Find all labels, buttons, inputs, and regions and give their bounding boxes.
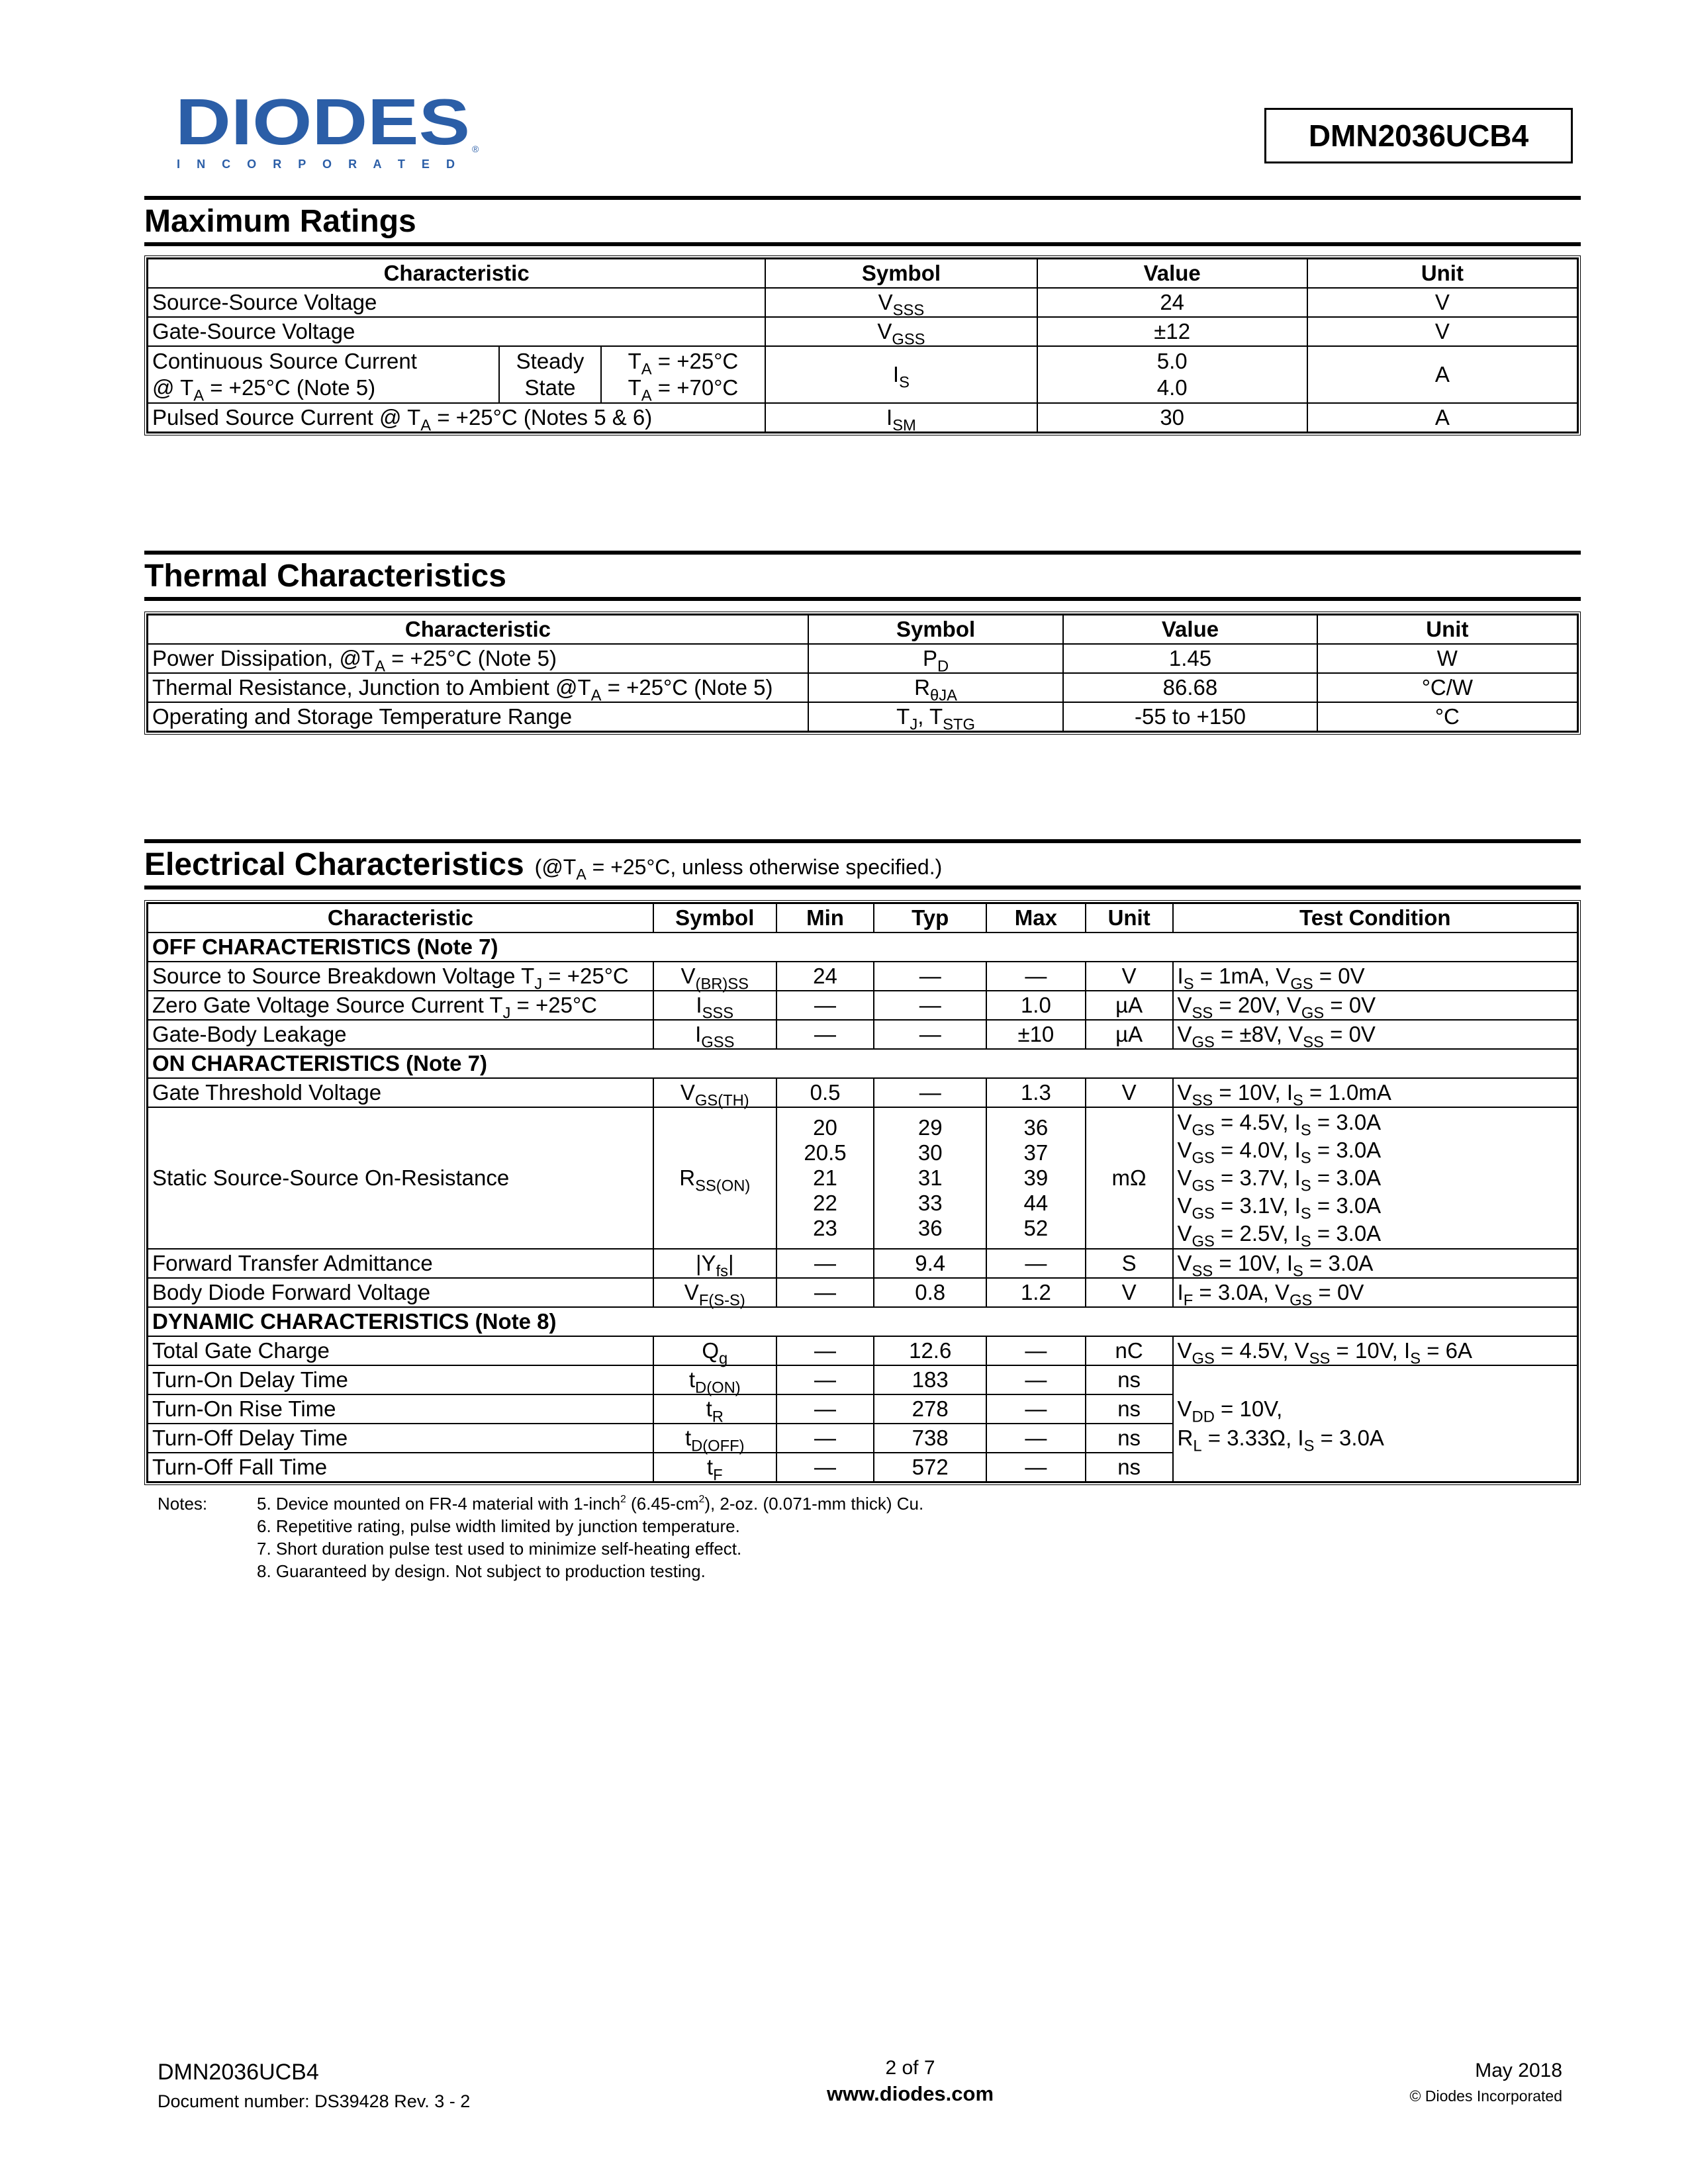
table-row bbox=[148, 403, 1577, 432]
cell-test-condition: $V_{GS} = 4.5V$, $I_S = 3.0A$ $V_{GS} = 4.0V$, $I_S = 3.0A$ $V_{GS} = 3.7V$, $I_S = 3.0A$ $V_{GS} = 3.1V$, $I_S = 3.0A$ $V_{GS} = 2.5V$, $I_S = 3.0A$ bbox=[1173, 1107, 1577, 1249]
cell-unit: V bbox=[1086, 1078, 1173, 1107]
cell-symbol: $V_{F(S-S)}$ bbox=[653, 1278, 776, 1307]
section-row bbox=[148, 933, 1577, 962]
cell-symbol: $V_{GS(TH)}$ bbox=[653, 1078, 776, 1107]
cell-test-condition: $V_{GS} = 4.5V$, $V_{SS} = 10V$, $I_S = 6A$ bbox=[1173, 1336, 1577, 1365]
cell-max: — bbox=[986, 1249, 1086, 1278]
cell-max: — bbox=[986, 962, 1086, 991]
cell-unit: nC bbox=[1086, 1336, 1173, 1365]
cell-max: — bbox=[986, 1424, 1086, 1453]
cell-test-condition: $I_F = 3.0A$, $V_{GS} = 0V$ bbox=[1173, 1278, 1577, 1307]
cell-typ: 738 bbox=[874, 1424, 986, 1453]
table-row bbox=[148, 1278, 1577, 1307]
col-header: Test Condition bbox=[1173, 903, 1577, 933]
cell-min: — bbox=[776, 1424, 874, 1453]
cell-unit: A bbox=[1307, 346, 1577, 403]
cell-characteristic: Turn-On Rise Time bbox=[148, 1394, 653, 1424]
section-row bbox=[148, 1049, 1577, 1078]
section-label: DYNAMIC CHARACTERISTICS (Note 8) bbox=[148, 1307, 1577, 1336]
cell-symbol: $V_{SSS}$ bbox=[765, 288, 1037, 317]
col-header: Unit bbox=[1086, 903, 1173, 933]
cell-symbol: $P_D$ bbox=[808, 644, 1063, 673]
cell-unit: mΩ bbox=[1086, 1107, 1173, 1249]
cell-typ: 572 bbox=[874, 1453, 986, 1482]
cell-characteristic: Body Diode Forward Voltage bbox=[148, 1278, 653, 1307]
table-row bbox=[148, 1020, 1577, 1049]
cell-characteristic: Turn-On Delay Time bbox=[148, 1365, 653, 1394]
max-ratings-title bbox=[144, 196, 1581, 246]
cell-symbol: $R_{\theta JA}$ bbox=[808, 673, 1063, 702]
cell-symbol: $t_F$ bbox=[653, 1453, 776, 1482]
cell-max: 1.3 bbox=[986, 1078, 1086, 1107]
cell-unit: ns bbox=[1086, 1394, 1173, 1424]
cell-min: 20 20.5 21 22 23 bbox=[776, 1107, 874, 1249]
cell-characteristic: Continuous Source Current @ $T_A = +25^\circ C$ (Note 5) bbox=[148, 346, 499, 403]
table-row bbox=[148, 702, 1577, 731]
cell-min: — bbox=[776, 1020, 874, 1049]
cell-symbol: $I_{GSS}$ bbox=[653, 1020, 776, 1049]
table-row bbox=[148, 673, 1577, 702]
cell-min: — bbox=[776, 1394, 874, 1424]
cell-typ: — bbox=[874, 962, 986, 991]
cell-symbol: $R_{SS(ON)}$ bbox=[653, 1107, 776, 1249]
col-header: Characteristic bbox=[148, 259, 765, 288]
max-ratings-title-text: Maximum Ratings bbox=[144, 203, 416, 239]
cell-value: 24 bbox=[1037, 288, 1307, 317]
cell-value: ±12 bbox=[1037, 317, 1307, 346]
cell-value: 30 bbox=[1037, 403, 1307, 432]
table-header-row bbox=[148, 259, 1577, 288]
electrical-title-text: Electrical Characteristics bbox=[144, 846, 524, 882]
cell-characteristic: Thermal Resistance, Junction to Ambient $@T_A = +25^\circ C$ (Note 5) bbox=[148, 673, 808, 702]
table-row bbox=[148, 288, 1577, 317]
cell-max: — bbox=[986, 1453, 1086, 1482]
cell-test-condition: $V_{SS} = 10V$, $I_S = 1.0mA$ bbox=[1173, 1078, 1577, 1107]
cell-condition: $T_A = +25^\circ C$ $T_A = +70^\circ C$ bbox=[601, 346, 766, 403]
table-header-row bbox=[148, 615, 1577, 644]
footer-copyright: © Diodes Incorporated bbox=[1409, 2087, 1562, 2105]
cell-unit: V bbox=[1086, 1278, 1173, 1307]
section-label: ON CHARACTERISTICS (Note 7) bbox=[148, 1049, 1577, 1078]
note-8: 8. Guaranteed by design. Not subject to production testing. bbox=[257, 1561, 706, 1581]
cell-test-condition: $V_{GS} = \pm 8V$, $V_{SS} = 0V$ bbox=[1173, 1020, 1577, 1049]
section-label: OFF CHARACTERISTICS (Note 7) bbox=[148, 933, 1577, 962]
cell-unit: ns bbox=[1086, 1365, 1173, 1394]
cell-symbol: $I_{SSS}$ bbox=[653, 991, 776, 1020]
cell-value: 5.0 4.0 bbox=[1037, 346, 1307, 403]
col-header: Typ bbox=[874, 903, 986, 933]
cell-min: — bbox=[776, 1336, 874, 1365]
note-7: 7. Short duration pulse test used to minimize self-heating effect. bbox=[257, 1539, 742, 1559]
cell-unit: V bbox=[1307, 317, 1577, 346]
part-number-box bbox=[1264, 108, 1573, 163]
cell-min: — bbox=[776, 991, 874, 1020]
electrical-table bbox=[147, 903, 1578, 1482]
part-number: DMN2036UCB4 bbox=[1308, 118, 1529, 153]
table-row bbox=[148, 962, 1577, 991]
col-header: Value bbox=[1063, 615, 1317, 644]
col-header: Characteristic bbox=[148, 615, 808, 644]
cell-characteristic: Gate Threshold Voltage bbox=[148, 1078, 653, 1107]
electrical-title bbox=[144, 839, 1581, 889]
cell-test-condition: $V_{SS} = 20V$, $V_{GS} = 0V$ bbox=[1173, 991, 1577, 1020]
section-row bbox=[148, 1307, 1577, 1336]
cell-characteristic: Total Gate Charge bbox=[148, 1336, 653, 1365]
cell-symbol: $t_R$ bbox=[653, 1394, 776, 1424]
cell-symbol: $t_{D(OFF)}$ bbox=[653, 1424, 776, 1453]
cell-unit: W bbox=[1317, 644, 1577, 673]
cell-max: — bbox=[986, 1365, 1086, 1394]
cell-characteristic: Zero Gate Voltage Source Current $T_J = +25^\circ C$ bbox=[148, 991, 653, 1020]
cell-characteristic: Static Source-Source On-Resistance bbox=[148, 1107, 653, 1249]
cell-characteristic: Gate-Source Voltage bbox=[148, 317, 765, 346]
cell-typ: 29 30 31 33 36 bbox=[874, 1107, 986, 1249]
col-header: Unit bbox=[1307, 259, 1577, 288]
footer-url[interactable]: www.diodes.com bbox=[826, 2082, 994, 2105]
cell-unit: V bbox=[1086, 962, 1173, 991]
cell-characteristic: Turn-Off Fall Time bbox=[148, 1453, 653, 1482]
cell-symbol: $T_J$, $T_{STG}$ bbox=[808, 702, 1063, 731]
table-row bbox=[148, 1336, 1577, 1365]
cell-characteristic: Turn-Off Delay Time bbox=[148, 1424, 653, 1453]
cell-max: ±10 bbox=[986, 1020, 1086, 1049]
cell-characteristic: Forward Transfer Admittance bbox=[148, 1249, 653, 1278]
cell-typ: 183 bbox=[874, 1365, 986, 1394]
cell-test-condition: $V_{SS} = 10V$, $I_S = 3.0A$ bbox=[1173, 1249, 1577, 1278]
table-header-row bbox=[148, 903, 1577, 933]
max-ratings-table bbox=[147, 258, 1578, 433]
cell-unit: ns bbox=[1086, 1453, 1173, 1482]
cell-characteristic: Source-Source Voltage bbox=[148, 288, 765, 317]
cell-characteristic: Pulsed Source Current @ $T_A = +25^\circ C$ (Notes 5 & 6) bbox=[148, 403, 765, 432]
cell-symbol: $I_S$ bbox=[765, 346, 1037, 403]
cell-max: 36 37 39 44 52 bbox=[986, 1107, 1086, 1249]
diodes-logo bbox=[175, 91, 480, 171]
table-row bbox=[148, 1078, 1577, 1107]
col-header: Max bbox=[986, 903, 1086, 933]
table-row bbox=[148, 317, 1577, 346]
cell-characteristic: Source to Source Breakdown Voltage $T_J = +25^\circ C$ bbox=[148, 962, 653, 991]
registered-mark: ® bbox=[472, 144, 479, 154]
cell-characteristic: Power Dissipation, $@T_A = +25^\circ C$ (Note 5) bbox=[148, 644, 808, 673]
cell-min: — bbox=[776, 1453, 874, 1482]
cell-value: -55 to +150 bbox=[1063, 702, 1317, 731]
cell-min: 24 bbox=[776, 962, 874, 991]
notes-list bbox=[257, 1492, 923, 1582]
col-header: Characteristic bbox=[148, 903, 653, 933]
cell-symbol: $V_{GSS}$ bbox=[765, 317, 1037, 346]
cell-typ: 12.6 bbox=[874, 1336, 986, 1365]
footer-date: May 2018 bbox=[1475, 2060, 1562, 2081]
cell-unit: °C/W bbox=[1317, 673, 1577, 702]
cell-typ: 278 bbox=[874, 1394, 986, 1424]
cell-typ: — bbox=[874, 1078, 986, 1107]
col-header: Value bbox=[1037, 259, 1307, 288]
table-row bbox=[148, 1249, 1577, 1278]
cell-min: — bbox=[776, 1365, 874, 1394]
cell-symbol: $V_{(BR)SS}$ bbox=[653, 962, 776, 991]
table-row bbox=[148, 346, 1577, 403]
footer-part-number: DMN2036UCB4 bbox=[158, 2060, 319, 2085]
table-row bbox=[148, 644, 1577, 673]
cell-symbol: $Q_g$ bbox=[653, 1336, 776, 1365]
logo-subtext: I N C O R P O R A T E D bbox=[177, 158, 455, 171]
cell-characteristic: Operating and Storage Temperature Range bbox=[148, 702, 808, 731]
cell-test-condition: $I_S = 1mA$, $V_{GS} = 0V$ bbox=[1173, 962, 1577, 991]
cell-typ: 0.8 bbox=[874, 1278, 986, 1307]
thermal-table bbox=[147, 614, 1578, 732]
cell-symbol: $I_{SM}$ bbox=[765, 403, 1037, 432]
col-header: Symbol bbox=[653, 903, 776, 933]
cell-min: 0.5 bbox=[776, 1078, 874, 1107]
cell-unit: S bbox=[1086, 1249, 1173, 1278]
cell-typ: 9.4 bbox=[874, 1249, 986, 1278]
note-6: 6. Repetitive rating, pulse width limited by junction temperature. bbox=[257, 1516, 740, 1536]
cell-max: 1.0 bbox=[986, 991, 1086, 1020]
col-header: Symbol bbox=[765, 259, 1037, 288]
cell-min: — bbox=[776, 1278, 874, 1307]
cell-value: 1.45 bbox=[1063, 644, 1317, 673]
table-row bbox=[148, 1365, 1577, 1394]
cell-typ: — bbox=[874, 1020, 986, 1049]
footer-page: 2 of 7 bbox=[885, 2057, 935, 2079]
table-row bbox=[148, 991, 1577, 1020]
cell-max: — bbox=[986, 1336, 1086, 1365]
note-5: 5. Device mounted on FR-4 material with 1-inch$^2$ $(6.45-cm^2)$, 2-oz. (0.071-mm thick) Cu. bbox=[257, 1494, 924, 1514]
cell-unit: ns bbox=[1086, 1424, 1173, 1453]
logo-wordmark: DIODES bbox=[175, 91, 470, 158]
cell-unit: A bbox=[1307, 403, 1577, 432]
col-header: Unit bbox=[1317, 615, 1577, 644]
cell-typ: — bbox=[874, 991, 986, 1020]
cell-test-condition: $V_{DD} = 10V$, $R_L = 3.33\Omega$, $I_S = 3.0A$ bbox=[1173, 1365, 1577, 1482]
cell-symbol: $t_{D(ON)}$ bbox=[653, 1365, 776, 1394]
cell-max: — bbox=[986, 1394, 1086, 1424]
cell-unit: °C bbox=[1317, 702, 1577, 731]
cell-state: Steady State bbox=[499, 346, 600, 403]
cell-value: 86.68 bbox=[1063, 673, 1317, 702]
notes-label: Notes: bbox=[158, 1494, 208, 1514]
thermal-title-text: Thermal Characteristics bbox=[144, 558, 506, 594]
footer-docnum: Document number: DS39428 Rev. 3 - 2 bbox=[158, 2091, 471, 2111]
cell-characteristic: Gate-Body Leakage bbox=[148, 1020, 653, 1049]
cell-unit: µA bbox=[1086, 991, 1173, 1020]
cell-symbol: $|Y_{fs}|$ bbox=[653, 1249, 776, 1278]
table-row bbox=[148, 1107, 1577, 1249]
electrical-subtitle: ($@T_A = +25^\circ C$, unless otherwise specified.) bbox=[534, 854, 943, 883]
col-header: Symbol bbox=[808, 615, 1063, 644]
cell-max: 1.2 bbox=[986, 1278, 1086, 1307]
cell-unit: µA bbox=[1086, 1020, 1173, 1049]
col-header: Min bbox=[776, 903, 874, 933]
cell-unit: V bbox=[1307, 288, 1577, 317]
thermal-title bbox=[144, 551, 1581, 601]
cell-min: — bbox=[776, 1249, 874, 1278]
